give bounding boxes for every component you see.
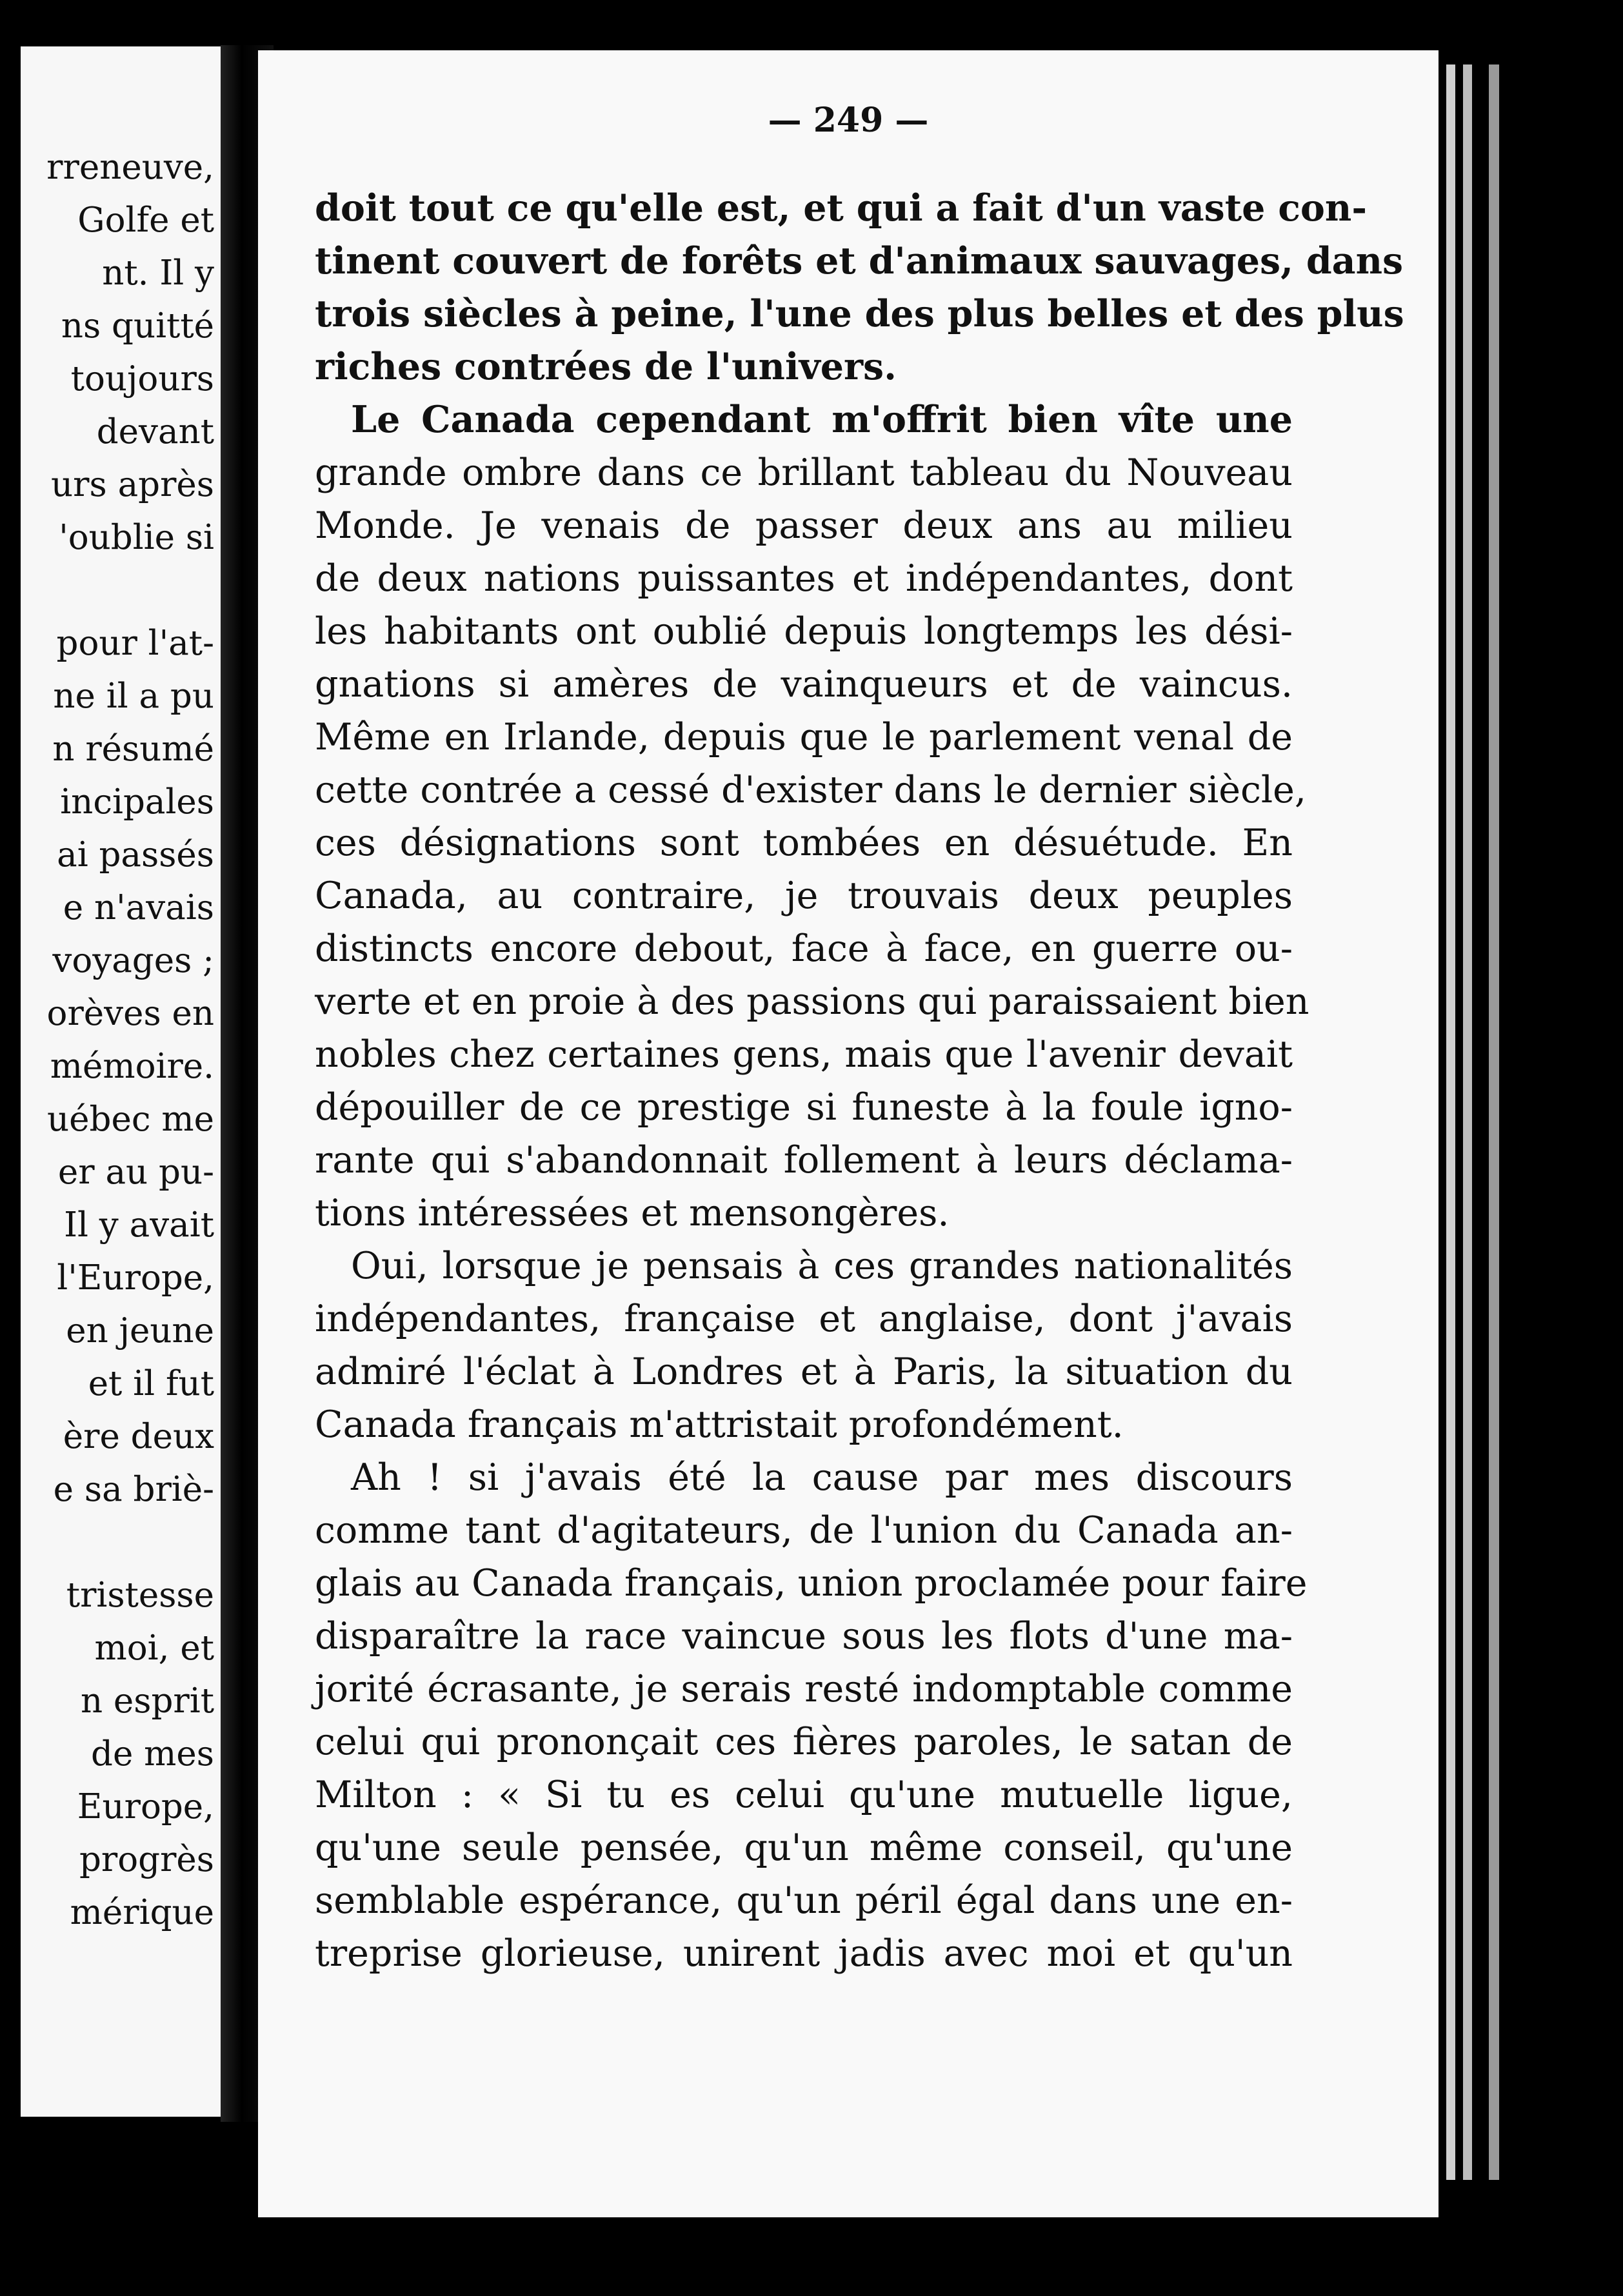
- page-edge: [1440, 64, 1445, 2180]
- left-page-line: ne il a pu: [53, 677, 214, 716]
- text-line: glais au Canada français, union proclamée pour faire: [315, 1562, 1308, 1605]
- text-line: Ah ! si j'avais été la cause par mes discours: [351, 1456, 1293, 1499]
- text-line: Même en Irlande, depuis que le parlement venal de: [315, 716, 1293, 758]
- text-line: jorité écrasante, je serais resté indomptable comme: [315, 1668, 1293, 1710]
- page-edge: [1489, 64, 1499, 2180]
- page-number: — 249 —: [768, 101, 929, 140]
- left-page-line: uébec me: [47, 1100, 214, 1139]
- left-page-line: tristesse: [66, 1576, 214, 1615]
- left-page-line: rreneuve,: [46, 148, 214, 187]
- text-line: de deux nations puissantes et indépendantes, dont: [315, 557, 1293, 600]
- body-text: [315, 182, 1404, 1980]
- left-page-line: mérique: [70, 1893, 214, 1932]
- left-page-line: incipales: [60, 782, 214, 822]
- text-line: Oui, lorsque je pensais à ces grandes nationalités: [351, 1245, 1293, 1287]
- left-page-line: toujours: [70, 359, 214, 399]
- left-page-fragment: [21, 46, 221, 2117]
- text-line: nobles chez certaines gens, mais que l'avenir devait: [315, 1033, 1293, 1076]
- left-page-line: er au pu-: [57, 1153, 214, 1192]
- text-line: Milton : « Si tu es celui qu'une mutuelle ligue,: [315, 1774, 1293, 1816]
- left-page-line: en jeune: [66, 1311, 214, 1351]
- left-page-line: urs après: [51, 465, 214, 504]
- left-page-line: mémoire.: [50, 1047, 214, 1086]
- left-page-line: Il y avait: [64, 1205, 214, 1245]
- left-page-line: l'Europe,: [57, 1258, 214, 1298]
- text-line: disparaître la race vaincue sous les flots d'une ma-: [315, 1615, 1293, 1658]
- text-line: Monde. Je venais de passer deux ans au milieu: [315, 504, 1293, 547]
- left-page-line: e n'avais: [63, 888, 214, 927]
- text-line: Canada, au contraire, je trouvais deux peuples: [315, 875, 1293, 917]
- left-page-line: nt. Il y: [102, 253, 214, 293]
- left-page-line: devant: [96, 412, 214, 451]
- text-line: grande ombre dans ce brillant tableau du Nouveau: [315, 451, 1293, 494]
- left-page-line: orèves en: [46, 994, 214, 1033]
- text-line: ces désignations sont tombées en désuétude. En: [315, 822, 1293, 864]
- text-line: doit tout ce qu'elle est, et qui a fait d'un vaste con-: [315, 186, 1368, 230]
- left-page-line: ère deux: [63, 1417, 214, 1456]
- page-edge: [1446, 64, 1455, 2180]
- text-line: cette contrée a cessé d'exister dans le dernier siècle,: [315, 769, 1306, 811]
- page-edge: [1473, 64, 1488, 2180]
- text-line: verte et en proie à des passions qui paraissaient bien: [315, 980, 1309, 1023]
- left-page-line: e sa briè-: [53, 1470, 214, 1509]
- left-page-line: ai passés: [57, 835, 214, 875]
- text-line: les habitants ont oublié depuis longtemps les dési-: [315, 610, 1293, 653]
- text-line: qu'une seule pensée, qu'un même conseil, qu'une: [315, 1826, 1293, 1869]
- text-line: treprise glorieuse, unirent jadis avec moi et qu'un: [315, 1932, 1293, 1975]
- text-line: comme tant d'agitateurs, de l'union du Canada an-: [315, 1509, 1293, 1552]
- left-page-line: Europe,: [77, 1787, 214, 1826]
- left-page-line: n esprit: [80, 1681, 214, 1721]
- text-line: celui qui prononçait ces fières paroles, le satan de: [315, 1721, 1293, 1763]
- page-edge: [1463, 64, 1472, 2180]
- left-page-line: 'oublie si: [59, 518, 214, 557]
- left-page-line: et il fut: [88, 1364, 214, 1403]
- text-line: trois siècles à peine, l'une des plus belles et des plus: [315, 292, 1404, 335]
- text-line: semblable espérance, qu'un péril égal dans une en-: [315, 1879, 1293, 1922]
- text-line: distincts encore debout, face à face, en guerre ou-: [315, 927, 1293, 970]
- text-line: Le Canada cependant m'offrit bien vîte une: [351, 398, 1293, 441]
- text-line: admiré l'éclat à Londres et à Paris, la situation du: [315, 1351, 1293, 1393]
- text-line: tinent couvert de forêts et d'animaux sauvages, dans: [315, 239, 1404, 282]
- left-page-line: ns quitté: [61, 306, 214, 346]
- left-page-line: Golfe et: [77, 201, 214, 240]
- left-page-line: pour l'at-: [56, 624, 214, 663]
- text-line: gnations si amères de vainqueurs et de vaincus.: [315, 663, 1293, 706]
- text-line: indépendantes, française et anglaise, dont j'avais: [315, 1298, 1293, 1340]
- text-line: Canada français m'attristait profondément.: [315, 1403, 1124, 1446]
- left-page-line: de mes: [91, 1734, 214, 1774]
- text-line: riches contrées de l'univers.: [315, 345, 897, 388]
- text-line: rante qui s'abandonnait follement à leurs déclama-: [315, 1139, 1293, 1182]
- left-page-line: n résumé: [52, 729, 214, 769]
- left-page-line: progrès: [79, 1840, 214, 1879]
- text-line: tions intéressées et mensongères.: [315, 1192, 950, 1234]
- left-page-line: moi, et: [94, 1628, 214, 1668]
- text-line: dépouiller de ce prestige si funeste à la foule igno-: [315, 1086, 1293, 1129]
- page-edge: [1457, 64, 1462, 2180]
- left-page-line: voyages ;: [52, 941, 214, 980]
